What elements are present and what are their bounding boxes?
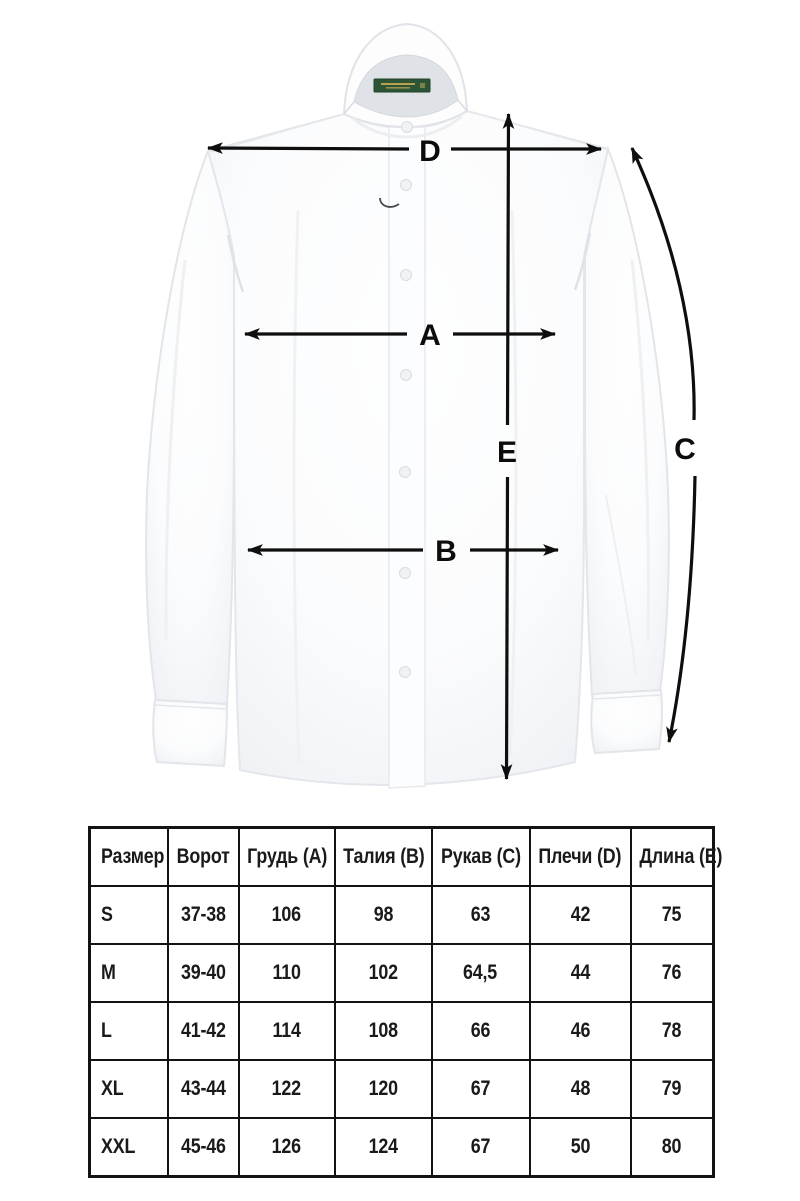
header-cell-length: Длина (E) bbox=[631, 828, 714, 887]
left-sleeve bbox=[146, 151, 234, 704]
cell-collar: 43-44 bbox=[168, 1060, 239, 1118]
header-cell-collar: Ворот bbox=[168, 828, 239, 887]
shirt-button bbox=[401, 180, 412, 191]
left-cuff bbox=[153, 700, 227, 766]
cell-chest: 122 bbox=[239, 1060, 335, 1118]
brand-label bbox=[374, 79, 430, 92]
cell-shoulders: 46 bbox=[530, 1002, 631, 1060]
cell-sleeve: 63 bbox=[432, 886, 530, 944]
cell-collar: 37-38 bbox=[168, 886, 239, 944]
size-table-header-row bbox=[90, 828, 714, 887]
table-row-s bbox=[90, 886, 714, 944]
label-chest-a: A bbox=[419, 318, 441, 352]
label-sleeve-c: C bbox=[674, 432, 696, 466]
cell-shoulders: 44 bbox=[530, 944, 631, 1002]
cell-size: XL bbox=[90, 1060, 168, 1118]
cell-sleeve: 64,5 bbox=[432, 944, 530, 1002]
cell-shoulders: 48 bbox=[530, 1060, 631, 1118]
cell-sleeve: 67 bbox=[432, 1118, 530, 1177]
table-row-xl bbox=[90, 1060, 714, 1118]
cell-collar: 39-40 bbox=[168, 944, 239, 1002]
right-cuff bbox=[591, 690, 662, 753]
cell-chest: 106 bbox=[239, 886, 335, 944]
cell-chest: 126 bbox=[239, 1118, 335, 1177]
header-cell-waist: Талия (B) bbox=[335, 828, 432, 887]
cell-shoulders: 50 bbox=[530, 1118, 631, 1177]
header-cell-shoulders: Плечи (D) bbox=[530, 828, 631, 887]
shoulder-width-arrow bbox=[208, 148, 601, 149]
button-placket bbox=[389, 127, 425, 788]
header-cell-size: Размер bbox=[90, 828, 168, 887]
cell-size: S bbox=[90, 886, 168, 944]
cell-sleeve: 66 bbox=[432, 1002, 530, 1060]
cell-length: 79 bbox=[631, 1060, 714, 1118]
cell-size: XXL bbox=[90, 1118, 168, 1177]
cell-size: L bbox=[90, 1002, 168, 1060]
cell-waist: 108 bbox=[335, 1002, 432, 1060]
cell-waist: 124 bbox=[335, 1118, 432, 1177]
cell-shoulders: 42 bbox=[530, 886, 631, 944]
cell-chest: 110 bbox=[239, 944, 335, 1002]
shirt-button bbox=[402, 122, 413, 133]
cell-waist: 102 bbox=[335, 944, 432, 1002]
table-row-m bbox=[90, 944, 714, 1002]
cell-length: 75 bbox=[631, 886, 714, 944]
shirt-button bbox=[400, 467, 411, 478]
cell-chest: 114 bbox=[239, 1002, 335, 1060]
cell-length: 80 bbox=[631, 1118, 714, 1177]
cell-length: 78 bbox=[631, 1002, 714, 1060]
label-length-e: E bbox=[496, 435, 518, 469]
header-cell-sleeve: Рукав (C) bbox=[432, 828, 530, 887]
shirt-button bbox=[401, 270, 412, 281]
size-table bbox=[88, 826, 722, 1178]
label-shoulders-d: D bbox=[419, 134, 441, 168]
shirt-illustration bbox=[146, 24, 669, 788]
cell-length: 76 bbox=[631, 944, 714, 1002]
label-waist-b: B bbox=[435, 534, 457, 568]
cell-collar: 45-46 bbox=[168, 1118, 239, 1177]
table-row-xxl bbox=[90, 1118, 714, 1177]
cell-sleeve: 67 bbox=[432, 1060, 530, 1118]
shirt-button bbox=[400, 667, 411, 678]
cell-waist: 98 bbox=[335, 886, 432, 944]
cell-size: M bbox=[90, 944, 168, 1002]
header-cell-chest: Грудь (A) bbox=[239, 828, 335, 887]
cell-collar: 41-42 bbox=[168, 1002, 239, 1060]
shirt-button bbox=[400, 568, 411, 579]
cell-waist: 120 bbox=[335, 1060, 432, 1118]
shirt-button bbox=[401, 370, 412, 381]
table-row-l bbox=[90, 1002, 714, 1060]
